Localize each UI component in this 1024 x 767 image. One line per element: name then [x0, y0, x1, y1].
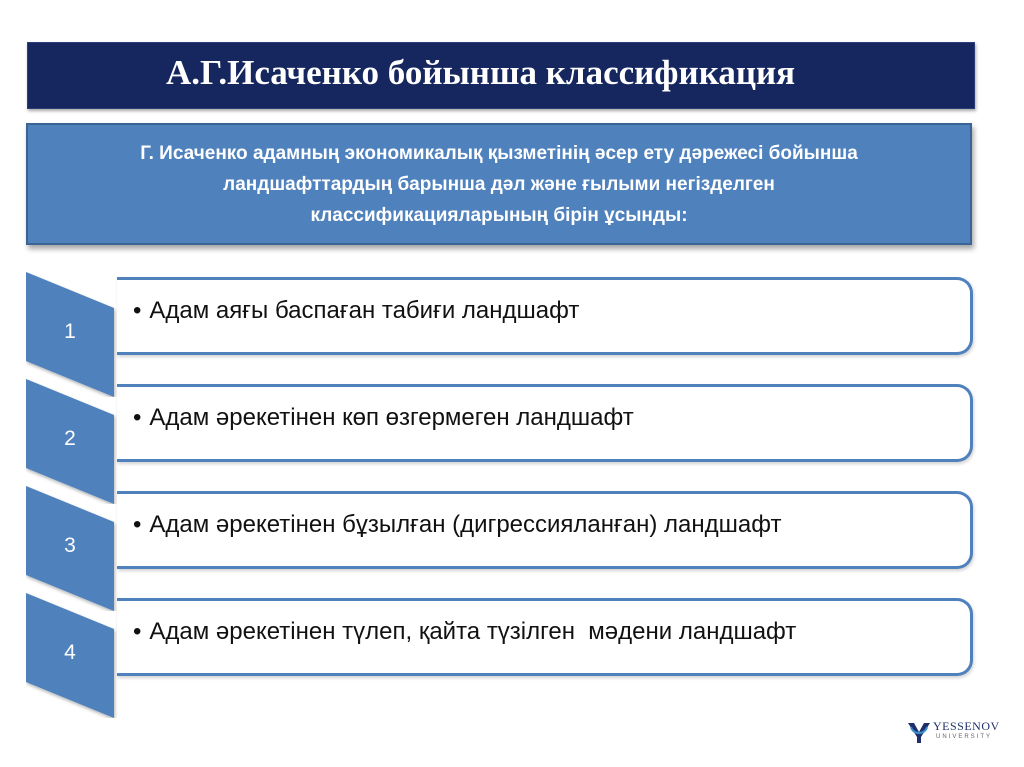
bullet-icon: • [133, 297, 142, 324]
step-label: Адам әрекетінен түлеп, қайта түзілген мәдени ландшафт [149, 618, 797, 645]
step-label: Адам әрекетінен көп өзгермеген ландшафт [149, 404, 634, 431]
step-box [117, 277, 973, 355]
step-text [133, 297, 579, 325]
step-number: 4 [64, 641, 76, 664]
university-logo [905, 715, 1001, 751]
intro-text: Г. Исаченко адамның экономикалық қызметінің әсер ету дәрежесі бойынша ландшафттардың барынша дәл және ғылыми негізделген классификацияларының бірін ұсынды: [140, 142, 858, 226]
step-text [133, 511, 781, 539]
slide-title: А.Г.Исаченко бойынша классификация [166, 53, 796, 92]
bullet-icon: • [133, 511, 142, 538]
step-box [117, 491, 973, 569]
step-text [133, 618, 796, 646]
step-box [117, 384, 973, 462]
step-label: Адам аяғы баспаған табиғи ландшафт [149, 297, 580, 324]
step-4 [0, 593, 1024, 718]
step-text [133, 404, 634, 432]
bullet-icon: • [133, 404, 142, 431]
title-bar [27, 42, 975, 109]
yessenov-logo-icon [905, 717, 933, 745]
intro-box [26, 123, 972, 245]
bullet-icon: • [133, 618, 142, 645]
step-number: 2 [64, 427, 76, 450]
logo-name: YESSENOV [933, 719, 1000, 733]
step-number: 1 [64, 320, 76, 343]
logo-sub: UNIVERSITY [936, 734, 993, 740]
step-number: 3 [64, 534, 76, 557]
step-label: Адам әрекетінен бұзылған (дигрессияланған) ландшафт [149, 511, 782, 538]
step-box [117, 598, 973, 676]
